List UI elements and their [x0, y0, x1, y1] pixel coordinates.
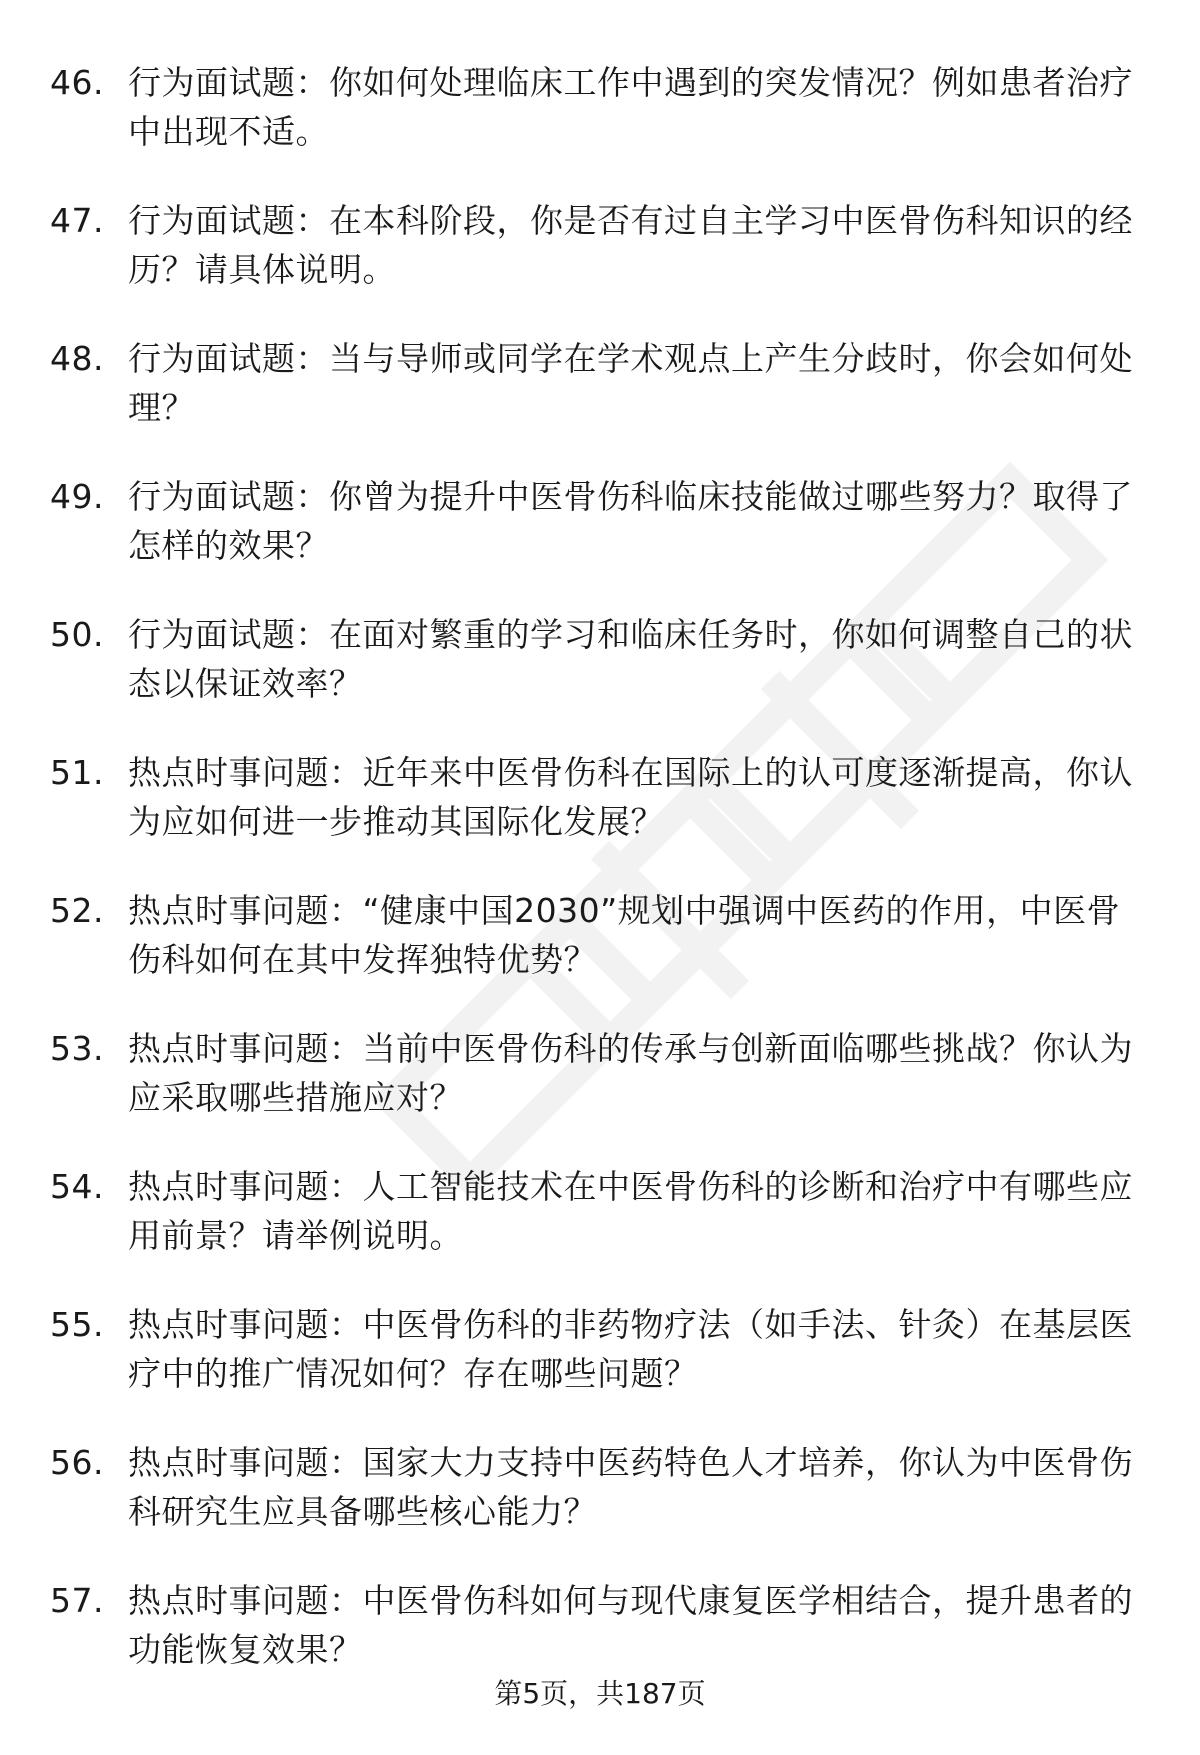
question-item-50 [0, 610, 1200, 708]
question-number: 54. [50, 1167, 104, 1206]
question-text: 热点时事问题：人工智能技术在中医骨伤科的诊断和治疗中有哪些应用前景？请举例说明。 [128, 1167, 1133, 1255]
question-number: 49. [50, 477, 104, 516]
question-item-47 [0, 196, 1200, 294]
question-list [0, 58, 1200, 1714]
question-text: 行为面试题：当与导师或同学在学术观点上产生分歧时，你会如何处理？ [128, 339, 1133, 427]
question-number: 56. [50, 1443, 104, 1482]
page-number-footer: 第5页，共187页 [494, 1677, 706, 1710]
question-number: 46. [50, 63, 104, 102]
question-number: 57. [50, 1581, 104, 1620]
question-item-53 [0, 1024, 1200, 1122]
question-item-52 [0, 886, 1200, 984]
question-number: 48. [50, 339, 104, 378]
question-text: 热点时事问题：中医骨伤科如何与现代康复医学相结合，提升患者的功能恢复效果？ [128, 1581, 1133, 1669]
question-number: 51. [50, 753, 104, 792]
question-item-56 [0, 1438, 1200, 1536]
question-item-51 [0, 748, 1200, 846]
question-text: 热点时事问题：近年来中医骨伤科在国际上的认可度逐渐提高，你认为应如何进一步推动其国际化发展？ [128, 753, 1133, 841]
question-number: 55. [50, 1305, 104, 1344]
question-item-48 [0, 334, 1200, 432]
question-number: 47. [50, 201, 104, 240]
question-text: 行为面试题：在面对繁重的学习和临床任务时，你如何调整自己的状态以保证效率？ [128, 615, 1133, 703]
question-item-49 [0, 472, 1200, 570]
question-item-57 [0, 1576, 1200, 1674]
question-text: 行为面试题：你如何处理临床工作中遇到的突发情况？例如患者治疗中出现不适。 [128, 63, 1133, 151]
question-item-55 [0, 1300, 1200, 1398]
question-item-54 [0, 1162, 1200, 1260]
question-number: 50. [50, 615, 104, 654]
question-text: 行为面试题：在本科阶段，你是否有过自主学习中医骨伤科知识的经历？请具体说明。 [128, 201, 1133, 289]
question-text: 热点时事问题：“健康中国2030”规划中强调中医药的作用，中医骨伤科如何在其中发挥独特优势？ [128, 891, 1121, 979]
question-number: 53. [50, 1029, 104, 1068]
question-text: 热点时事问题：中医骨伤科的非药物疗法（如手法、针灸）在基层医疗中的推广情况如何？存在哪些问题？ [128, 1305, 1133, 1393]
question-text: 热点时事问题：当前中医骨伤科的传承与创新面临哪些挑战？你认为应采取哪些措施应对？ [128, 1029, 1133, 1117]
question-number: 52. [50, 891, 104, 930]
question-item-46 [0, 58, 1200, 156]
question-text: 热点时事问题：国家大力支持中医药特色人才培养，你认为中医骨伤科研究生应具备哪些核心能力？ [128, 1443, 1133, 1531]
question-text: 行为面试题：你曾为提升中医骨伤科临床技能做过哪些努力？取得了怎样的效果？ [128, 477, 1133, 565]
